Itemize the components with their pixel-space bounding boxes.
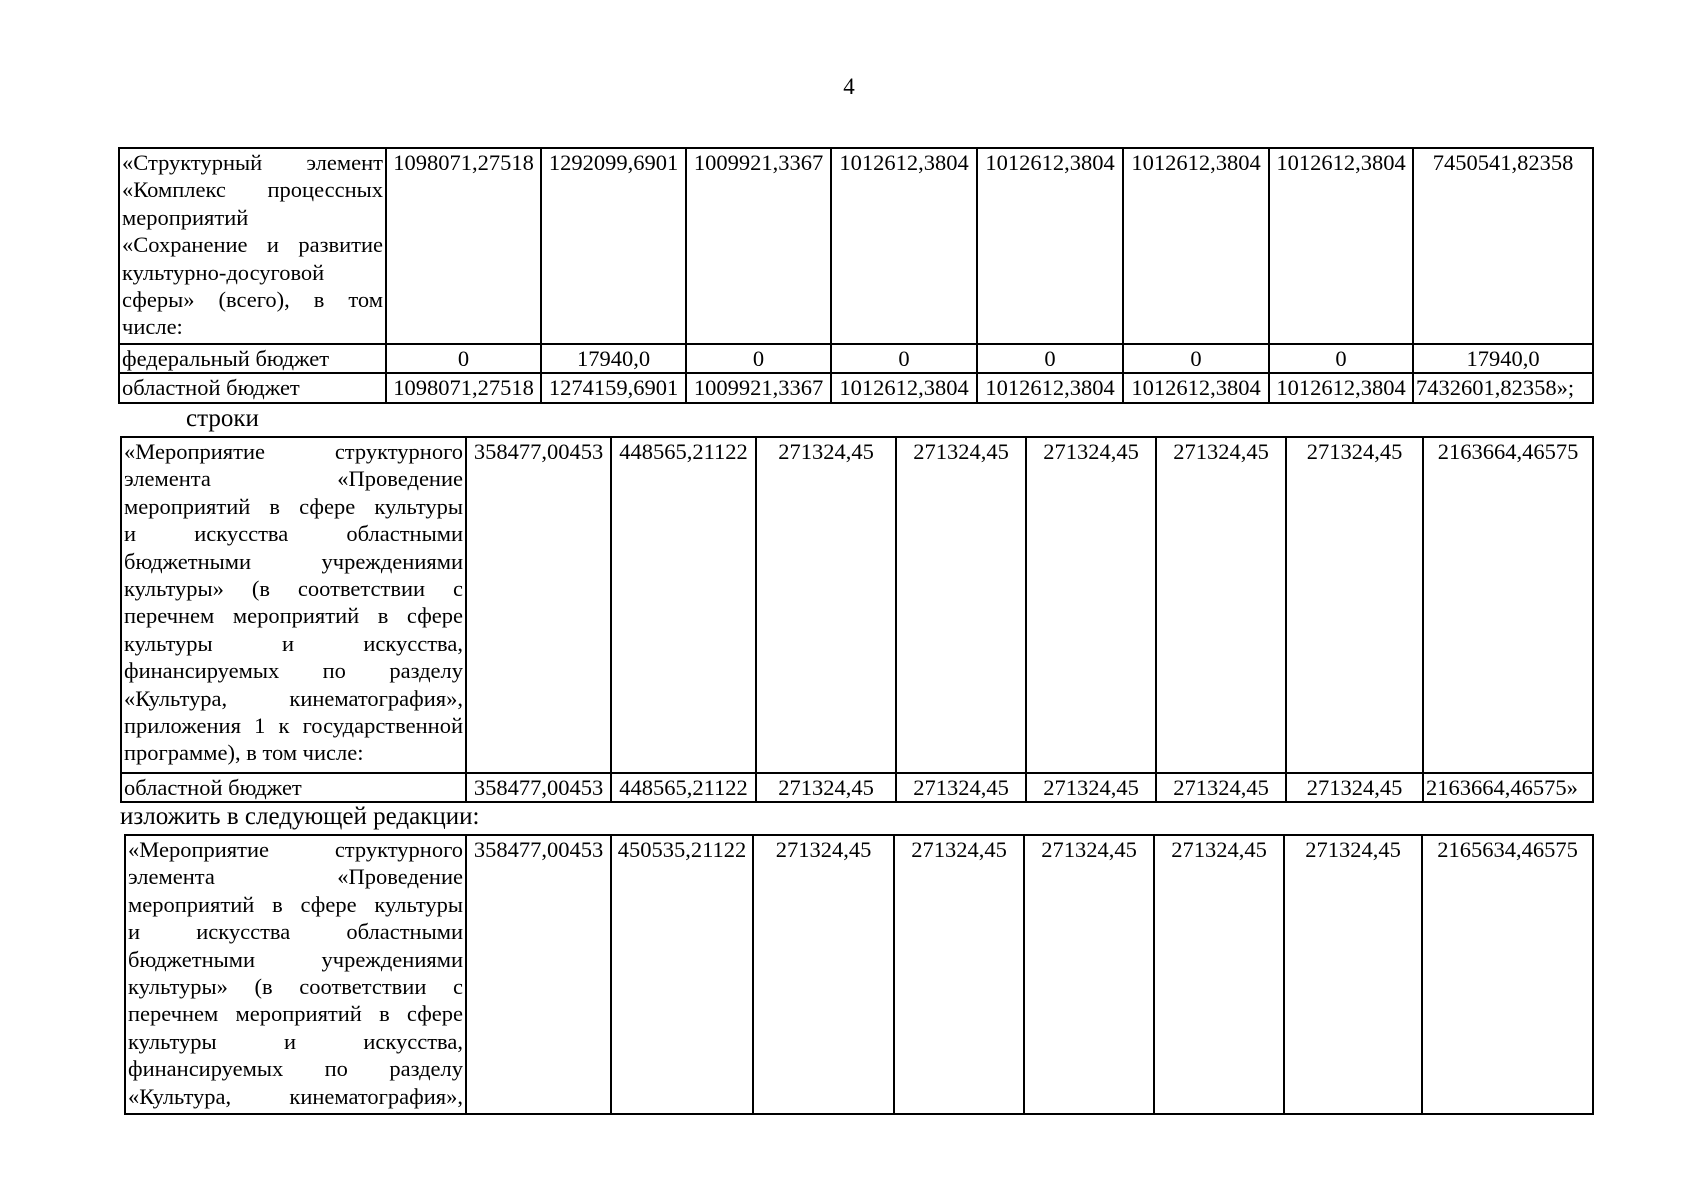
cell-value: 7450541,82358 <box>1413 148 1593 344</box>
table-new-event <box>124 834 1594 1115</box>
row-label <box>119 148 386 344</box>
label-line: «Комплекс процессных <box>122 177 383 203</box>
cell-value: 1012612,3804 <box>977 148 1123 344</box>
label-line: элемента «Проведение <box>128 864 463 890</box>
table-row <box>121 437 1593 773</box>
table-row <box>119 373 1593 402</box>
cell-value: 1012612,3804 <box>1123 148 1269 344</box>
cell-value: 0 <box>386 344 541 373</box>
cell-value: 0 <box>686 344 831 373</box>
cell-value: 271324,45 <box>1286 773 1423 802</box>
label-line: «Сохранение и развитие <box>122 232 383 258</box>
label-line: финансируемых по разделу <box>128 1056 463 1082</box>
label-line: сферы» (всего), в том <box>122 287 383 313</box>
cell-value: 271324,45 <box>1024 835 1154 1114</box>
label-line: мероприятий в сфере культуры <box>124 493 463 519</box>
cell-value: 1009921,3367 <box>686 148 831 344</box>
label-line: финансируемых по разделу <box>124 658 463 684</box>
cell-value: 0 <box>1269 344 1413 373</box>
row-label <box>125 835 466 1114</box>
heading-rows: строки <box>186 405 259 432</box>
cell-value: 1009921,3367 <box>686 373 831 402</box>
cell-value: 2163664,46575 <box>1423 437 1593 773</box>
label-line: культуры» (в соответствии с <box>124 576 463 602</box>
cell-value: 17940,0 <box>1413 344 1593 373</box>
cell-value: 271324,45 <box>753 835 894 1114</box>
heading-new-edition: изложить в следующей редакции: <box>120 803 480 830</box>
row-label: областной бюджет <box>121 773 466 802</box>
cell-value: 271324,45 <box>1156 773 1286 802</box>
cell-value: 1098071,27518 <box>386 148 541 344</box>
label-line: и искусства областными <box>128 919 463 945</box>
cell-value: 7432601,82358»; <box>1413 373 1593 402</box>
page-number: 4 <box>843 74 855 99</box>
label-line: культурно-досуговой <box>122 259 325 285</box>
cell-value: 358477,00453 <box>466 773 611 802</box>
cell-value: 1098071,27518 <box>386 373 541 402</box>
cell-value: 271324,45 <box>894 835 1024 1114</box>
cell-value: 271324,45 <box>1026 773 1156 802</box>
cell-value: 271324,45 <box>1026 437 1156 773</box>
label-line: элемента «Проведение <box>124 466 463 492</box>
cell-value: 271324,45 <box>1156 437 1286 773</box>
table-row <box>119 148 1593 344</box>
cell-value: 271324,45 <box>1154 835 1284 1114</box>
table-row <box>121 773 1593 802</box>
row-label: областной бюджет <box>119 373 386 402</box>
cell-value: 271324,45 <box>896 773 1026 802</box>
row-label <box>121 437 466 773</box>
cell-value: 2165634,46575 <box>1422 835 1593 1114</box>
label-line: культуры» (в соответствии с <box>128 974 463 1000</box>
cell-value: 358477,00453 <box>466 437 611 773</box>
cell-value: 0 <box>1123 344 1269 373</box>
label-line: перечнем мероприятий в сфере <box>128 1001 463 1027</box>
cell-value: 1012612,3804 <box>1269 148 1413 344</box>
cell-value: 448565,21122 <box>611 773 756 802</box>
cell-value: 2163664,46575» <box>1423 773 1593 802</box>
table-old-event <box>120 436 1594 803</box>
cell-value: 358477,00453 <box>466 835 611 1114</box>
label-line: программе), в том числе: <box>124 740 364 766</box>
cell-value: 17940,0 <box>541 344 686 373</box>
cell-value: 1012612,3804 <box>831 148 977 344</box>
table-row <box>125 835 1593 1114</box>
cell-value: 1292099,6901 <box>541 148 686 344</box>
table-row <box>119 344 1593 373</box>
cell-value: 1274159,6901 <box>541 373 686 402</box>
label-line: бюджетными учреждениями <box>128 946 463 972</box>
cell-value: 271324,45 <box>896 437 1026 773</box>
label-line: бюджетными учреждениями <box>124 548 463 574</box>
label-line: и искусства областными <box>124 521 463 547</box>
cell-value: 450535,21122 <box>611 835 753 1114</box>
cell-value: 271324,45 <box>756 437 896 773</box>
label-line: приложения 1 к государственной <box>124 713 463 739</box>
label-line: «Культура, кинематография», <box>124 685 463 711</box>
cell-value: 1012612,3804 <box>977 373 1123 402</box>
row-label: федеральный бюджет <box>119 344 386 373</box>
label-line: «Мероприятие структурного <box>128 837 463 862</box>
cell-value: 1012612,3804 <box>1269 373 1413 402</box>
label-line: мероприятий <box>122 204 249 230</box>
label-line: числе: <box>122 314 183 340</box>
label-line: «Мероприятие структурного <box>124 439 463 464</box>
cell-value: 0 <box>977 344 1123 373</box>
cell-value: 448565,21122 <box>611 437 756 773</box>
cell-value: 0 <box>831 344 977 373</box>
cell-value: 271324,45 <box>756 773 896 802</box>
cell-value: 1012612,3804 <box>1123 373 1269 402</box>
label-line: мероприятий в сфере культуры <box>128 891 463 917</box>
cell-value: 271324,45 <box>1284 835 1422 1114</box>
cell-value: 271324,45 <box>1286 437 1423 773</box>
label-line: «Культура, кинематография», <box>128 1083 463 1109</box>
label-line: культуры и искусства, <box>128 1028 463 1054</box>
table-structural-element <box>118 147 1594 404</box>
label-line: перечнем мероприятий в сфере <box>124 603 463 629</box>
cell-value: 1012612,3804 <box>831 373 977 402</box>
label-line: культуры и искусства, <box>124 630 463 656</box>
label-line: «Структурный элемент <box>122 150 383 175</box>
